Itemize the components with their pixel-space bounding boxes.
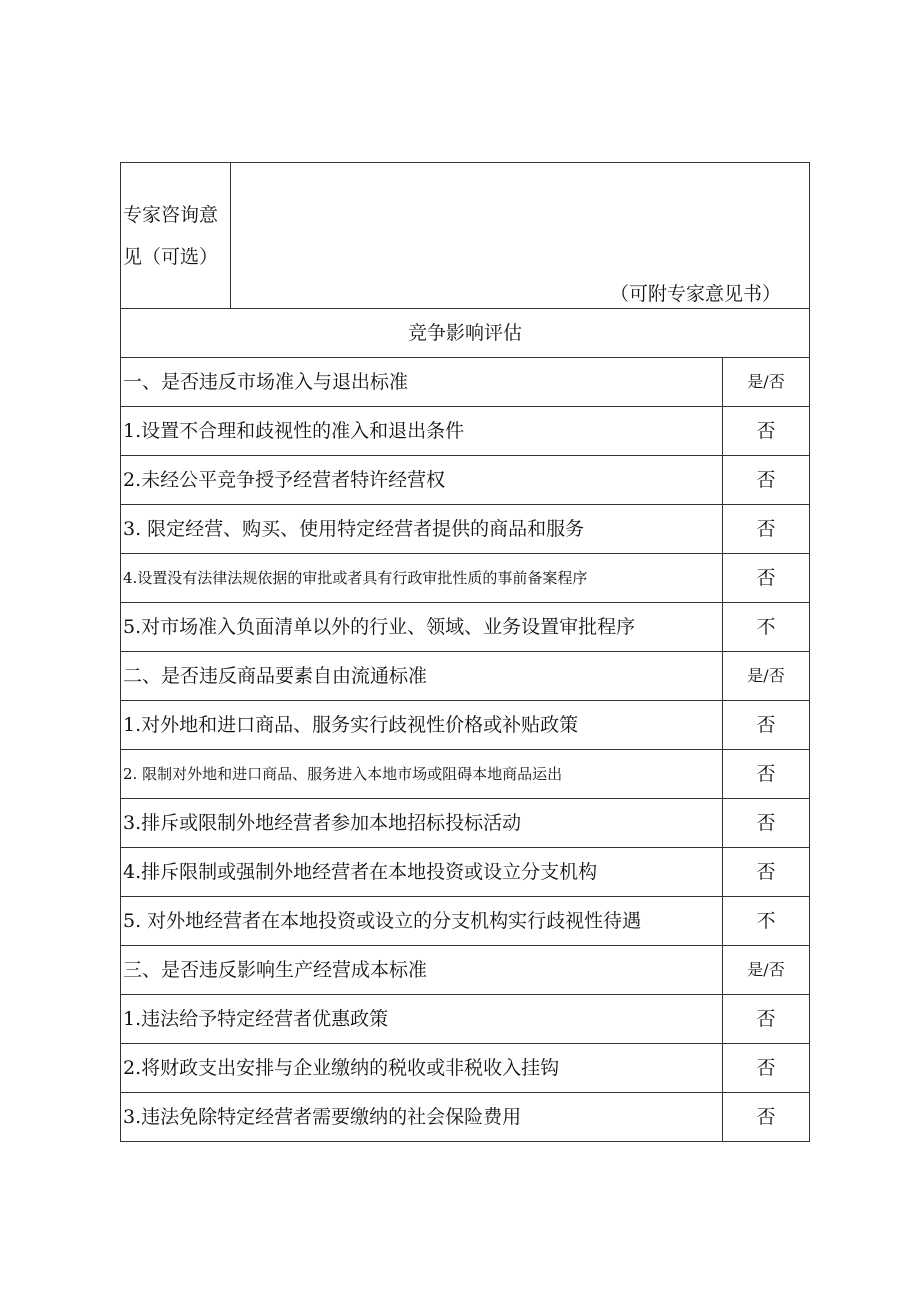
criterion-text: 5. 对外地经营者在本地投资或设立的分支机构实行歧视性待遇 [121, 897, 723, 946]
expert-opinion-row [121, 163, 810, 309]
table-row [121, 750, 810, 799]
criterion-text: 5.对市场准入负面清单以外的行业、领域、业务设置审批程序 [121, 603, 723, 652]
answer-cell[interactable]: 否 [723, 750, 810, 799]
criterion-text: 3.违法免除特定经营者需要缴纳的社会保险费用 [121, 1093, 723, 1142]
table-row [121, 701, 810, 750]
answer-cell[interactable]: 否 [723, 701, 810, 750]
criterion-text: 1.对外地和进口商品、服务实行歧视性价格或补贴政策 [121, 701, 723, 750]
table-row [121, 897, 810, 946]
expert-opinion-field[interactable] [231, 163, 810, 309]
criterion-text: 4.排斥限制或强制外地经营者在本地投资或设立分支机构 [121, 848, 723, 897]
table-row [121, 603, 810, 652]
answer-cell[interactable]: 否 [723, 799, 810, 848]
table-row [121, 1093, 810, 1142]
answer-header: 是/否 [723, 946, 810, 995]
answer-cell[interactable]: 否 [723, 407, 810, 456]
criterion-text: 2.将财政支出安排与企业缴纳的税收或非税收入挂钩 [121, 1044, 723, 1093]
answer-cell[interactable]: 不 [723, 603, 810, 652]
section-title: 一、是否违反市场准入与退出标准 [121, 358, 723, 407]
competition-review-table [120, 162, 810, 1142]
answer-header: 是/否 [723, 652, 810, 701]
criterion-text: 2. 限制对外地和进口商品、服务进入本地市场或阻碍本地商品运出 [121, 750, 723, 799]
answer-cell[interactable]: 否 [723, 1044, 810, 1093]
section-title: 二、是否违反商品要素自由流通标准 [121, 652, 723, 701]
criterion-text: 3.排斥或限制外地经营者参加本地招标投标活动 [121, 799, 723, 848]
table-row [121, 799, 810, 848]
answer-cell[interactable]: 不 [723, 897, 810, 946]
answer-cell[interactable]: 否 [723, 995, 810, 1044]
criterion-text: 3. 限定经营、购买、使用特定经营者提供的商品和服务 [121, 505, 723, 554]
section-header-row [121, 946, 810, 995]
criterion-text: 1.设置不合理和歧视性的准入和退出条件 [121, 407, 723, 456]
section-title: 三、是否违反影响生产经营成本标准 [121, 946, 723, 995]
section-header-row [121, 358, 810, 407]
answer-cell[interactable]: 否 [723, 1093, 810, 1142]
expert-opinion-note: （可附专家意见书） [609, 283, 781, 306]
answer-cell[interactable]: 否 [723, 848, 810, 897]
table-row [121, 407, 810, 456]
answer-cell[interactable]: 否 [723, 456, 810, 505]
section-header-row [121, 652, 810, 701]
assessment-title-row [121, 309, 810, 358]
expert-opinion-label: 专家咨询意见（可选） [121, 163, 231, 309]
criterion-text: 1.违法给予特定经营者优惠政策 [121, 995, 723, 1044]
table-row [121, 995, 810, 1044]
table-row [121, 554, 810, 603]
assessment-title: 竞争影响评估 [121, 309, 810, 358]
criterion-text: 2.未经公平竞争授予经营者特许经营权 [121, 456, 723, 505]
table-row [121, 456, 810, 505]
table-row [121, 848, 810, 897]
answer-cell[interactable]: 否 [723, 554, 810, 603]
table-row [121, 1044, 810, 1093]
answer-cell[interactable]: 否 [723, 505, 810, 554]
table-row [121, 505, 810, 554]
criterion-text: 4.设置没有法律法规依据的审批或者具有行政审批性质的事前备案程序 [121, 554, 723, 603]
answer-header: 是/否 [723, 358, 810, 407]
